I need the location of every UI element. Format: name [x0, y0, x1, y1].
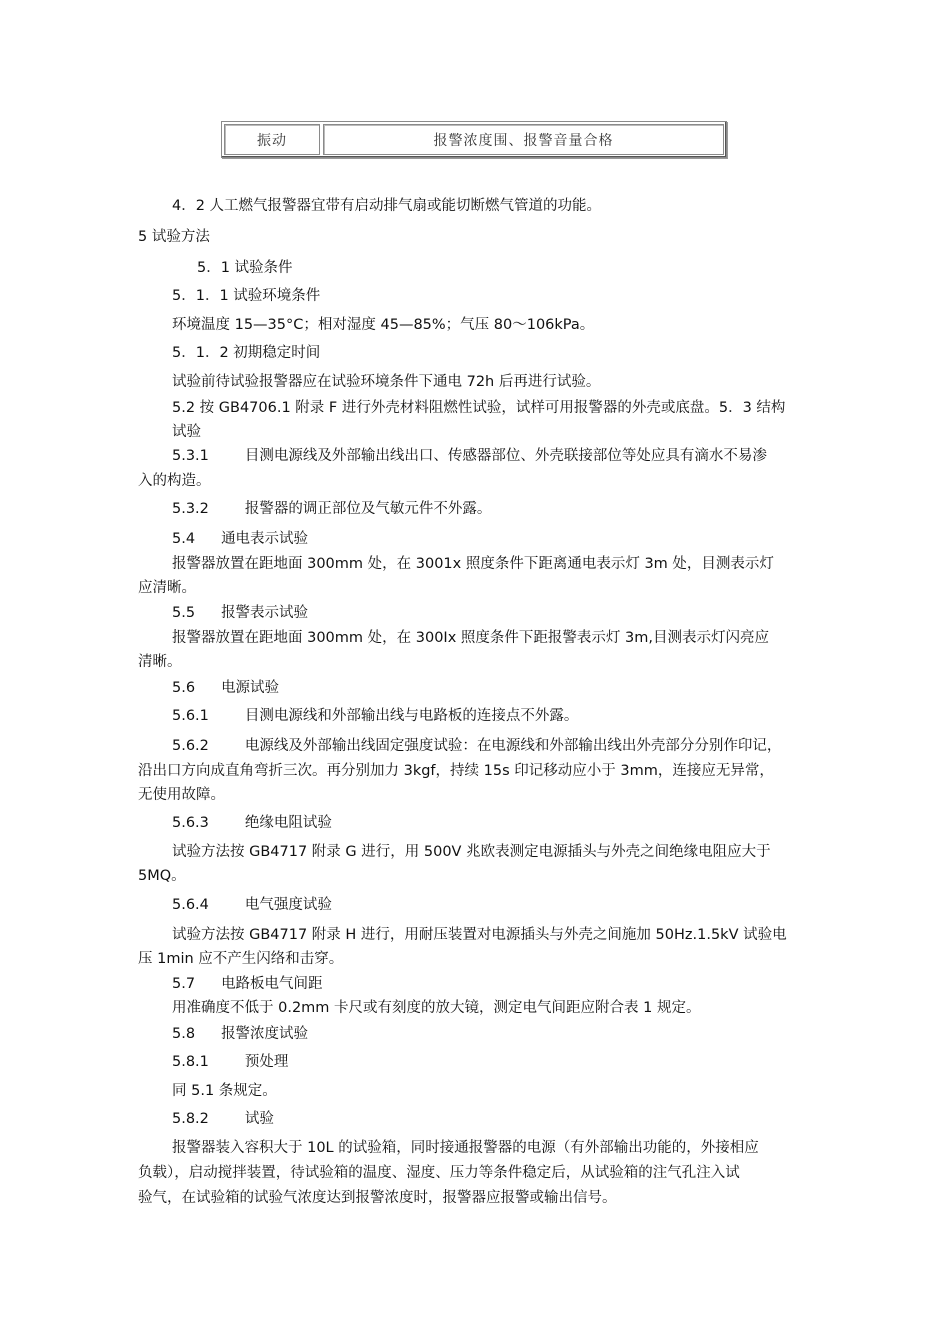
line-text: 绝缘电阻试验 — [244, 815, 332, 831]
line-text: 通电表示试验 — [221, 531, 309, 547]
line-text: 应清晰。 — [138, 580, 196, 596]
text-line-9 — [172, 422, 201, 442]
line-text: 试验方法按 GB4717 附录 H 进行，用耐压装置对电源插头与外壳之间施加 50Hz.1.5kV 试验电 — [172, 927, 787, 943]
line-text: 5．1．2 初期稳定时间 — [172, 345, 321, 361]
line-text: 试验 — [244, 1111, 274, 1127]
section-number: 5.6.2 — [172, 738, 209, 754]
text-line-16 — [172, 603, 308, 623]
line-text: 5 试验方法 — [138, 229, 210, 245]
line-text: 5.2 按 GB4706.1 附录 F 进行外壳材料阻燃性试验，试样可用报警器的外壳或底盘。5．3 结构 — [172, 400, 786, 416]
line-text: 压 1min 应不产生闪络和击穿。 — [138, 951, 344, 967]
line-text: 试验方法按 GB4717 附录 G 进行，用 500V 兆欧表测定电源插头与外壳之间绝缘电阻应大于 — [172, 844, 771, 860]
text-line-8 — [172, 398, 785, 418]
text-line-11 — [138, 471, 211, 491]
line-text: 试验 — [172, 424, 201, 440]
line-text: 入的构造。 — [138, 473, 211, 489]
text-line-34 — [172, 1081, 277, 1101]
text-line-25 — [172, 842, 771, 862]
line-text: 电源线及外部输出线固定强度试验：在电源线和外部输出线出外壳部分分别作印记， — [244, 738, 782, 754]
line-text: 试验前待试验报警器应在试验环境条件下通电 72h 后再进行试验。 — [172, 374, 601, 390]
text-line-4 — [172, 286, 320, 306]
line-text: 报警器装入容积大于 10L 的试验箱，同时接通报警器的电源（有外部输出功能的，外接相应 — [172, 1140, 759, 1156]
text-line-32 — [172, 1024, 308, 1044]
text-line-26 — [138, 866, 186, 886]
text-line-30 — [172, 974, 323, 994]
line-text: 沿出口方向成直角弯折三次。再分别加力 3kgf，持续 15s 印记移动应小于 3mm，连接应无异常， — [138, 763, 774, 779]
text-line-15 — [138, 578, 196, 598]
section-number: 5.6 — [172, 680, 196, 696]
text-line-35 — [172, 1109, 274, 1129]
text-line-24 — [172, 813, 332, 833]
line-text: 报警器放置在距地面 300mm 处，在 3001x 照度条件下距离通电表示灯 3m 处，目测表示灯 — [172, 556, 774, 572]
text-line-3 — [197, 258, 293, 278]
line-text: 用准确度不低于 0.2mm 卡尺或有刻度的放大镜，测定电气间距应附合表 1 规定。 — [172, 1000, 701, 1016]
line-text: 4．2 人工燃气报警器宜带有启动排气扇或能切断燃气管道的功能。 — [172, 198, 602, 214]
line-text: 报警表示试验 — [221, 605, 309, 621]
section-number: 5.8 — [172, 1026, 196, 1042]
section-number: 5.8.1 — [172, 1054, 209, 1070]
text-line-19 — [172, 678, 279, 698]
text-line-10 — [172, 446, 767, 466]
text-line-36 — [172, 1138, 759, 1158]
line-text: 目测电源线及外部输出线出口、传感器部位、外壳联接部位等处应具有滴水不易渗 — [244, 448, 767, 464]
line-text: 预处理 — [244, 1054, 289, 1070]
text-line-38 — [138, 1188, 617, 1208]
text-line-18 — [138, 652, 182, 672]
section-number: 5.6.4 — [172, 897, 209, 913]
line-text: 电气强度试验 — [244, 897, 332, 913]
line-text: 5．1．1 试验环境条件 — [172, 288, 321, 304]
text-line-23 — [138, 785, 225, 805]
text-line-6 — [172, 343, 320, 363]
section-number: 5.3.2 — [172, 501, 209, 517]
line-text: 同 5.1 条规定。 — [172, 1083, 277, 1099]
section-number: 5.3.1 — [172, 448, 209, 464]
text-line-27 — [172, 895, 332, 915]
line-text: 5MQ。 — [138, 868, 186, 884]
text-line-37 — [138, 1163, 740, 1183]
result-table — [221, 121, 727, 158]
line-text: 环境温度 15—35°C；相对湿度 45—85%；气压 80〜106kPa。 — [172, 317, 595, 333]
text-line-28 — [172, 925, 787, 945]
section-number: 5.6.3 — [172, 815, 209, 831]
line-text: 无使用故障。 — [138, 787, 225, 803]
line-text: 清晰。 — [138, 654, 182, 670]
section-number: 5.7 — [172, 976, 196, 992]
text-line-12 — [172, 499, 491, 519]
line-text: 5．1 试验条件 — [197, 260, 293, 276]
section-number: 5.6.1 — [172, 708, 209, 724]
text-line-21 — [172, 736, 781, 756]
line-text: 报警浓度试验 — [221, 1026, 309, 1042]
line-text: 负载），启动搅拌装置，待试验箱的温度、湿度、压力等条件稳定后，从试验箱的注气孔注入试 — [138, 1165, 740, 1181]
text-line-33 — [172, 1052, 288, 1072]
line-text: 报警器的调正部位及气敏元件不外露。 — [244, 501, 492, 517]
text-line-13 — [172, 529, 308, 549]
text-line-1 — [172, 196, 601, 216]
text-line-14 — [172, 554, 774, 574]
text-line-31 — [172, 998, 700, 1018]
line-text: 电路板电气间距 — [221, 976, 323, 992]
section-number: 5.5 — [172, 605, 196, 621]
text-line-17 — [172, 628, 769, 648]
line-text: 报警器放置在距地面 300mm 处，在 300Ix 照度条件下距报警表示灯 3m,目测表示灯闪亮应 — [172, 630, 769, 646]
table-cell-result: 报警浓度围、报警音量合格 — [323, 124, 724, 155]
line-text: 电源试验 — [221, 680, 280, 696]
text-line-29 — [138, 949, 343, 969]
text-line-2 — [138, 227, 210, 247]
line-text: 验气，在试验箱的试验气浓度达到报警浓度时，报警器应报警或输出信号。 — [138, 1190, 617, 1206]
text-line-20 — [172, 706, 578, 726]
table-cell-item: 振动 — [224, 124, 320, 155]
line-text: 目测电源线和外部输出线与电路板的连接点不外露。 — [244, 708, 579, 724]
section-number: 5.8.2 — [172, 1111, 209, 1127]
text-line-5 — [172, 315, 594, 335]
text-line-7 — [172, 372, 600, 392]
section-number: 5.4 — [172, 531, 196, 547]
text-line-22 — [138, 761, 774, 781]
